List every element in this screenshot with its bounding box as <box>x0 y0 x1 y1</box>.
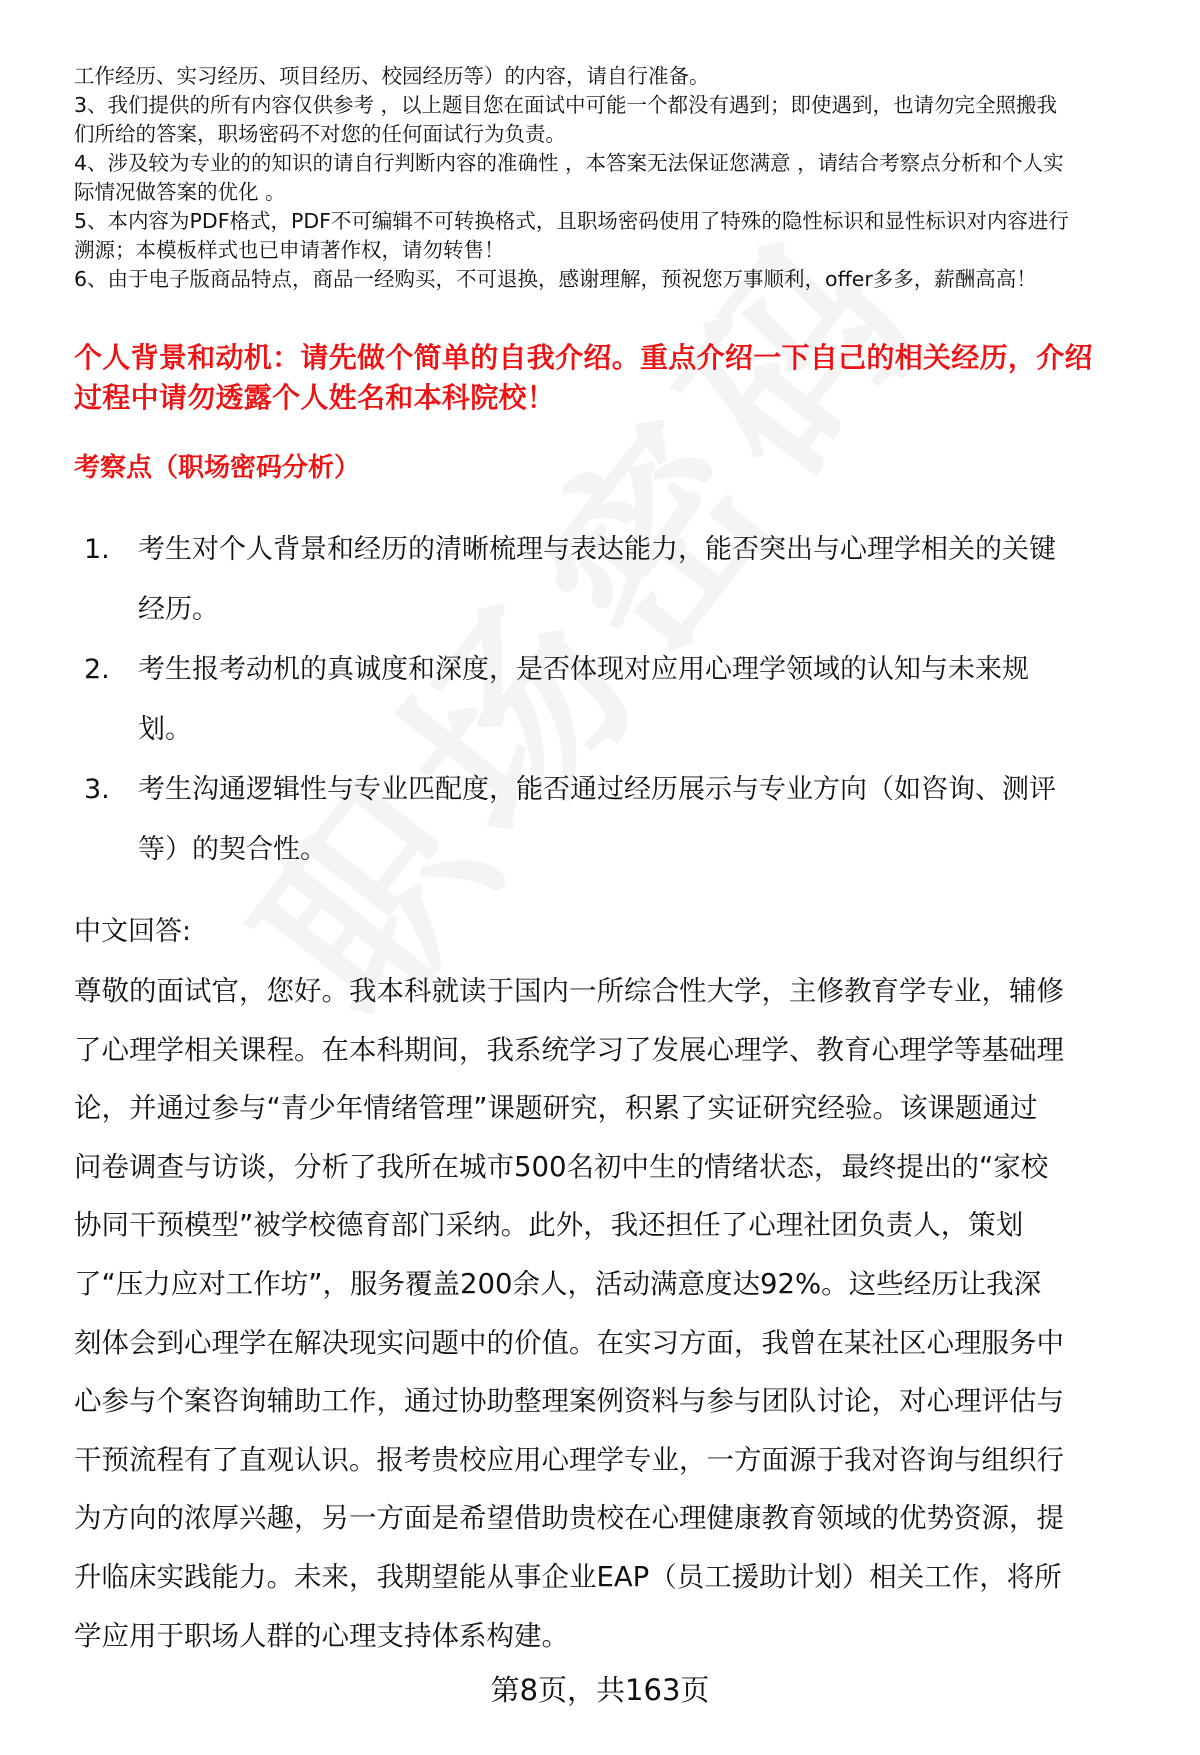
answer-line: 论，并通过参与“青少年情绪管理”课题研究，积累了实证研究经验。该课题通过 <box>74 1092 1038 1125</box>
note-line: 工作经历、实习经历、项目经历、校园经历等）的内容，请自行准备。 <box>74 64 710 88</box>
answer-line: 了心理学相关课程。在本科期间，我系统学习了发展心理学、教育心理学等基础理 <box>74 1033 1064 1066</box>
answer-line: 升临床实践能力。未来，我期望能从事企业EAP（员工援助计划）相关工作，将所 <box>74 1560 1062 1593</box>
answer-line: 尊敬的面试官，您好。我本科就读于国内一所综合性大学，主修教育学专业，辅修 <box>74 975 1064 1007</box>
point-number: 1. <box>84 534 110 565</box>
note-line: 际情况做答案的优化 。 <box>74 180 286 204</box>
answer-line: 为方向的浓厚兴趣，另一方面是希望借助贵校在心理健康教育领域的优势资源，提 <box>74 1502 1064 1535</box>
note-line: 5、本内容为PDF格式，PDF不可编辑不可转换格式，且职场密码使用了特殊的隐性标识和显性标识对内容进行 <box>74 209 1069 233</box>
point-number: 3. <box>84 774 110 805</box>
point-text-line: 经历。 <box>138 594 219 625</box>
point-text-line: 考生报考动机的真诚度和深度，是否体现对应用心理学领域的认知与未来规 <box>138 654 1029 685</box>
answer-line: 协同干预模型”被学校德育部门采纳。此外，我还担任了心理社团负责人，策划 <box>74 1209 1024 1242</box>
note-line: 4、涉及较为专业的的知识的请自行判断内容的准确性 ，本答案无法保证您满意 ，请结合考察点分析和个人实 <box>74 151 1064 175</box>
page-number: 第8页，共163页 <box>490 1673 710 1707</box>
answer-line: 干预流程有了直观认识。报考贵校应用心理学专业，一方面源于我对咨询与组织行 <box>74 1443 1064 1476</box>
note-line: 们所给的答案，职场密码不对您的任何面试行为负责。 <box>74 122 566 146</box>
note-line: 溯源；本模板样式也已申请著作权，请勿转售！ <box>74 238 505 262</box>
point-text-line: 考生沟通逻辑性与专业匹配度，能否通过经历展示与专业方向（如咨询、测评 <box>138 774 1056 805</box>
answer-line: 学应用于职场人群的心理支持体系构建。 <box>74 1619 569 1652</box>
question-line: 过程中请勿透露个人姓名和本科院校！ <box>74 381 556 414</box>
point-text-line: 等）的契合性。 <box>138 834 327 865</box>
point-text-line: 划。 <box>138 714 192 745</box>
question-line: 个人背景和动机：请先做个简单的自我介绍。重点介绍一下自己的相关经历，介绍 <box>74 341 1093 374</box>
analysis-points-list <box>84 520 1154 880</box>
answer-line: 刻体会到心理学在解决现实问题中的价值。在实习方面，我曾在某社区心理服务中 <box>74 1326 1064 1359</box>
analysis-title: 考察点（职场密码分析） <box>74 453 361 483</box>
point-text-line: 考生对个人背景和经历的清晰梳理与表达能力，能否突出与心理学相关的关键 <box>138 534 1056 565</box>
question-heading <box>74 338 1164 418</box>
analysis-point <box>84 520 1154 640</box>
answer-line: 心参与个案咨询辅助工作，通过协助整理案例资料与参与团队讨论，对心理评估与 <box>74 1385 1064 1418</box>
note-line: 3、我们提供的所有内容仅供参考 ，以上题目您在面试中可能一个都没有遇到；即使遇到，也请勿完全照搬我 <box>74 93 1058 117</box>
analysis-point <box>84 640 1154 760</box>
disclaimer-notes <box>74 62 1154 294</box>
answer-body <box>74 962 1164 1665</box>
analysis-point <box>84 760 1154 880</box>
answer-line: 问卷调查与访谈，分析了我所在城市500名初中生的情绪状态，最终提出的“家校 <box>74 1150 1049 1183</box>
answer-line: 了“压力应对工作坊”，服务覆盖200余人，活动满意度达92%。这些经历让我深 <box>74 1267 1042 1300</box>
note-line: 6、由于电子版商品特点，商品一经购买，不可退换，感谢理解，预祝您万事顺利，offer多多，薪酬高高！ <box>74 267 1037 291</box>
point-number: 2. <box>84 654 110 685</box>
answer-label: 中文回答: <box>74 916 192 947</box>
